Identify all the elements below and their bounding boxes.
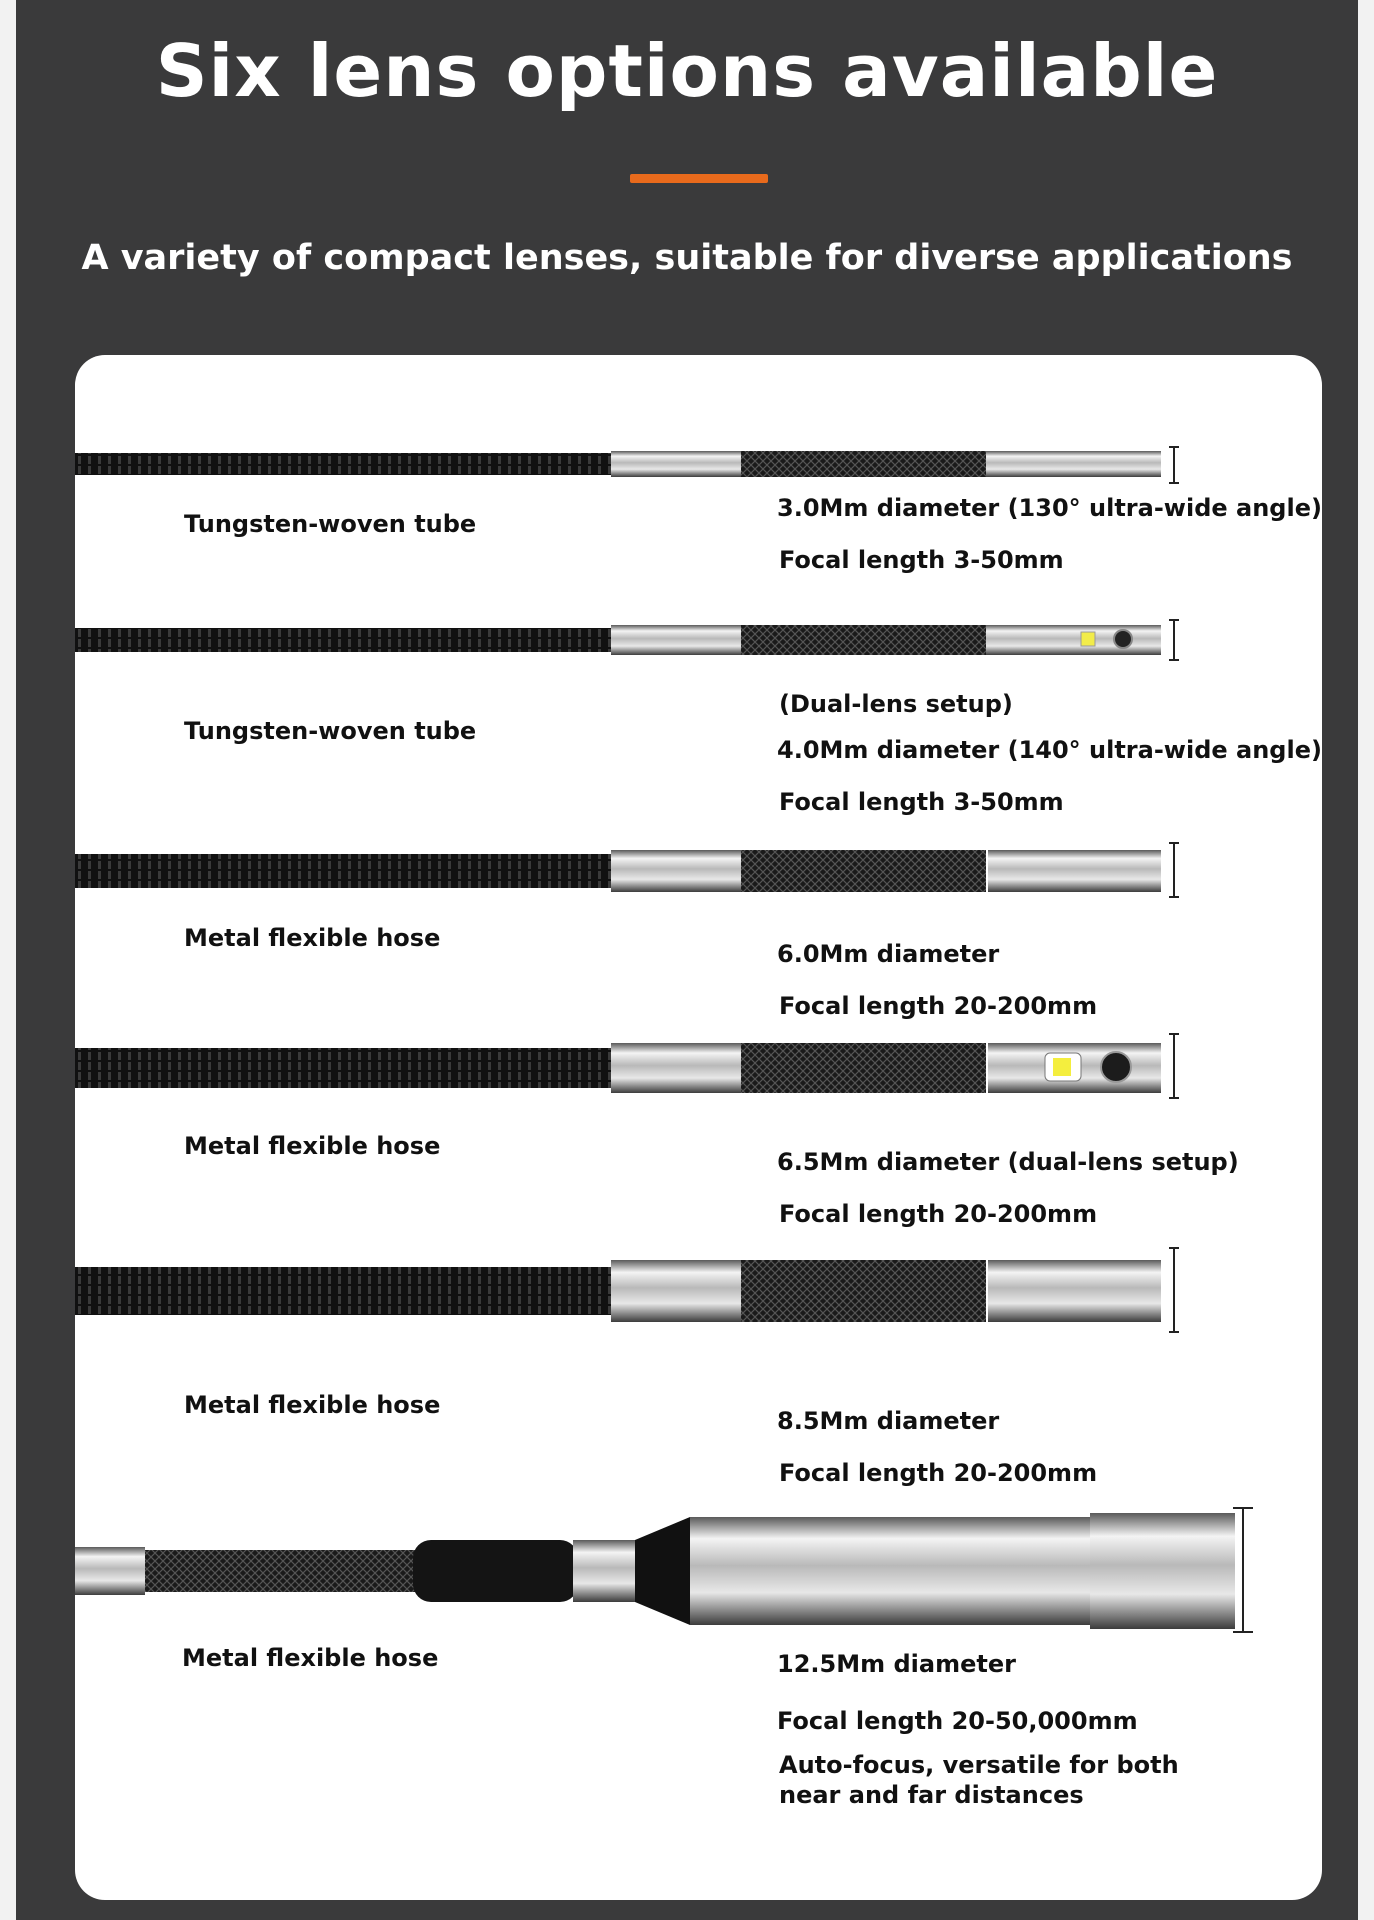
page-title: Six lens options available [155, 29, 1219, 113]
right-border [1358, 0, 1374, 1920]
lens-spec: (Dual-lens setup) [779, 690, 1013, 718]
probe-12-5mm-image [75, 1505, 1322, 1635]
probe-6-5mm-image [75, 1031, 1322, 1101]
lens-spec: 4.0Mm diameter (140° ultra-wide angle) [777, 736, 1322, 764]
cable-type-label: Tungsten-woven tube [184, 717, 477, 745]
lens-spec: 8.5Mm diameter [777, 1407, 1000, 1435]
left-border [0, 0, 16, 1920]
lens-spec: Focal length 20-200mm [779, 1459, 1098, 1487]
lens-spec: Focal length 3-50mm [779, 546, 1064, 574]
cable-type-label: Metal flexible hose [184, 1132, 441, 1160]
probe-4mm-image [75, 618, 1322, 662]
lens-spec: 12.5Mm diameter [777, 1650, 1016, 1678]
lens-spec: 3.0Mm diameter (130° ultra-wide angle) [777, 494, 1322, 522]
probe-6mm-image [75, 840, 1322, 900]
lens-spec: 6.0Mm diameter [777, 940, 1000, 968]
probe-8-5mm-image [75, 1245, 1322, 1335]
lens-options-card [75, 355, 1322, 1900]
page-subtitle: A variety of compact lenses, suitable for diverse applications [81, 238, 1293, 278]
lens-spec: Focal length 20-200mm [779, 1200, 1098, 1228]
cable-type-label: Metal flexible hose [184, 1391, 441, 1419]
lens-spec: Focal length 3-50mm [779, 788, 1064, 816]
lens-spec: Focal length 20-50,000mm [777, 1707, 1138, 1735]
lens-spec: 6.5Mm diameter (dual-lens setup) [777, 1148, 1239, 1176]
cable-type-label: Metal flexible hose [184, 924, 441, 952]
cable-type-label: Metal flexible hose [182, 1644, 439, 1672]
lens-spec: Auto-focus, versatile for both near and far distances [779, 1751, 1179, 1809]
cable-type-label: Tungsten-woven tube [184, 510, 477, 538]
lens-spec: Focal length 20-200mm [779, 992, 1098, 1020]
accent-divider [630, 174, 768, 183]
probe-3mm-image [75, 445, 1322, 485]
